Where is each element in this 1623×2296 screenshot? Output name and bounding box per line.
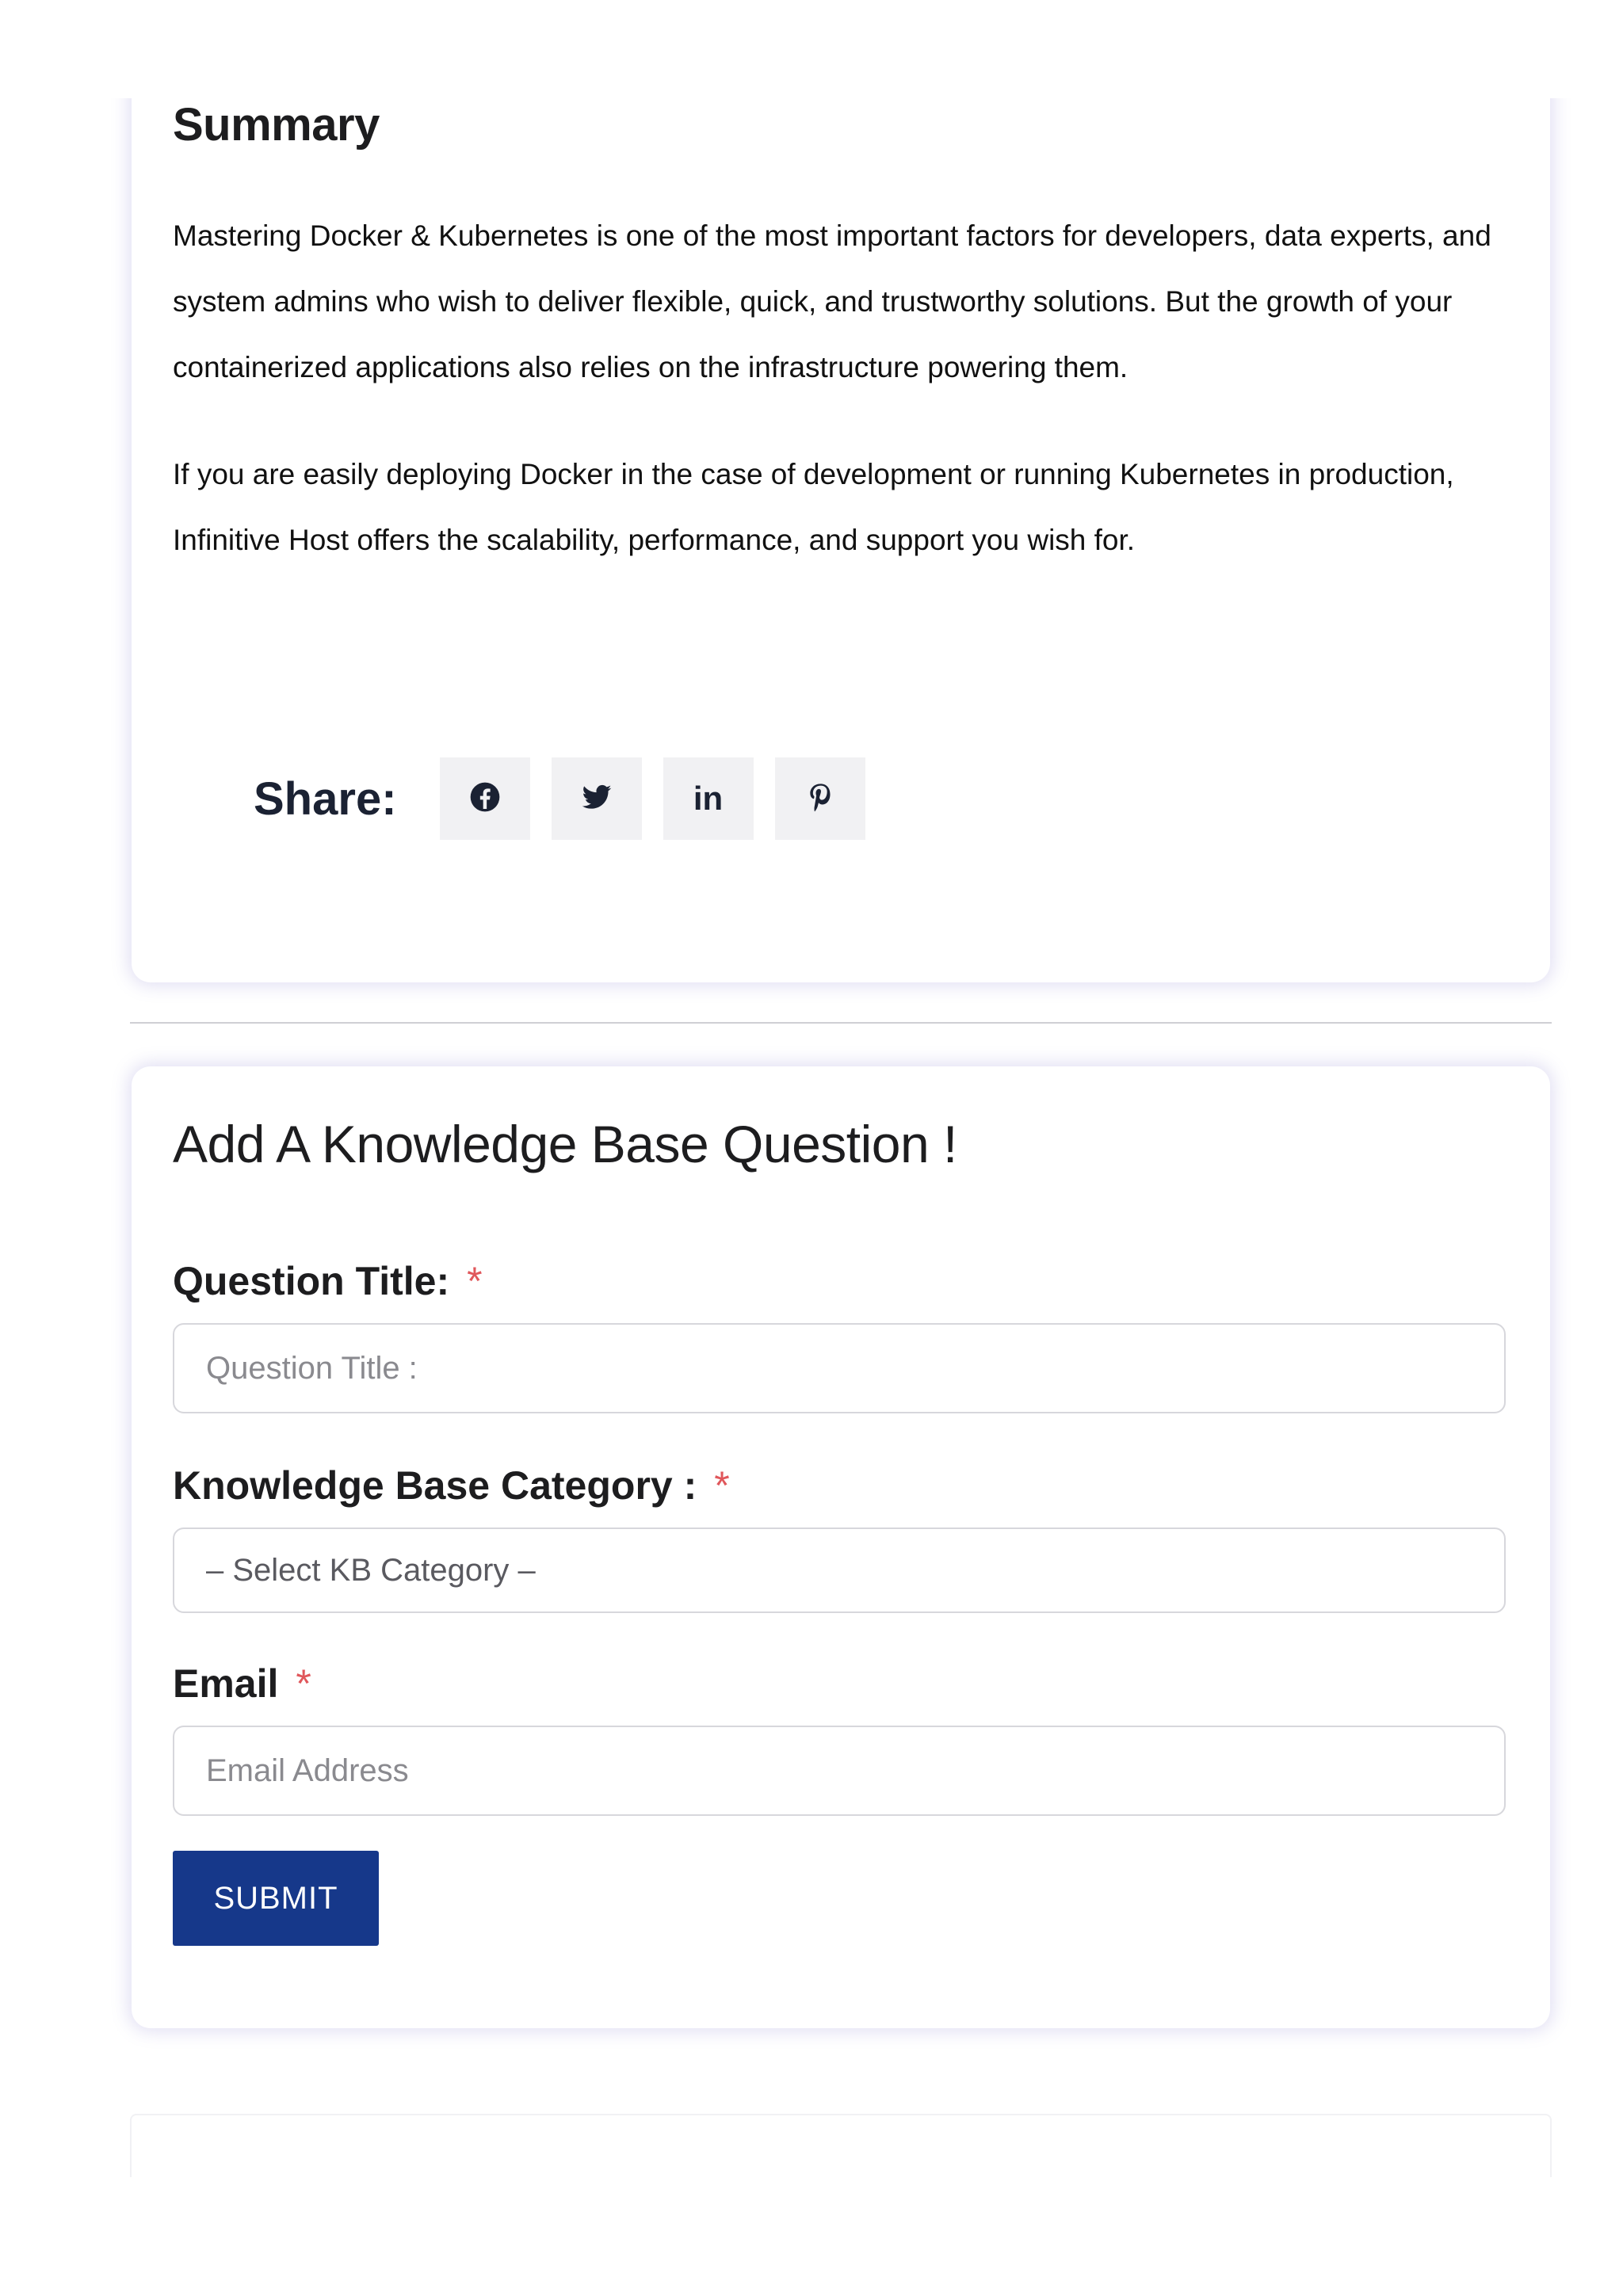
required-marker: *	[714, 1463, 730, 1508]
kb-category-label-text: Knowledge Base Category :	[173, 1463, 697, 1508]
kb-category-label	[173, 1463, 730, 1508]
facebook-icon	[469, 781, 501, 817]
email-label	[173, 1661, 311, 1707]
kb-category-select[interactable]	[173, 1527, 1506, 1613]
form-heading: Add A Knowledge Base Question !	[173, 1115, 957, 1173]
share-linkedin-button[interactable]	[663, 757, 754, 840]
share-twitter-button[interactable]	[552, 757, 642, 840]
twitter-icon	[581, 781, 613, 817]
required-marker: *	[467, 1259, 483, 1303]
linkedin-icon: in	[693, 780, 724, 817]
share-pinterest-button[interactable]	[775, 757, 865, 840]
question-title-label	[173, 1258, 483, 1304]
summary-paragraph-2: If you are easily deploying Docker in the case of development or running Kubernetes in production, Infinitive Host offers the scalability, performance, and support you wish for.	[173, 458, 1454, 556]
summary-card-top-cover	[103, 0, 1585, 98]
share-facebook-button[interactable]	[440, 757, 530, 840]
submit-button[interactable]: SUBMIT	[173, 1851, 379, 1946]
share-row	[254, 757, 887, 840]
summary-body	[173, 203, 1528, 614]
email-label-text: Email	[173, 1661, 279, 1706]
email-input[interactable]	[173, 1726, 1506, 1816]
required-marker: *	[296, 1661, 311, 1706]
question-title-label-text: Question Title:	[173, 1259, 450, 1303]
pinterest-icon	[804, 781, 836, 817]
summary-paragraph-1: Mastering Docker & Kubernetes is one of the most important factors for developers, data experts, and system admins who wish to deliver flexible, quick, and trustworthy solutions. But the growth of your containerized applications also relies on the infrastructure powering them.	[173, 219, 1491, 383]
kb-category-selected-value: – Select KB Category –	[206, 1552, 536, 1588]
section-divider	[130, 1022, 1552, 1024]
summary-heading: Summary	[173, 99, 380, 151]
next-card-edge	[130, 2114, 1552, 2177]
share-label: Share:	[254, 772, 397, 825]
question-title-input[interactable]	[173, 1323, 1506, 1413]
